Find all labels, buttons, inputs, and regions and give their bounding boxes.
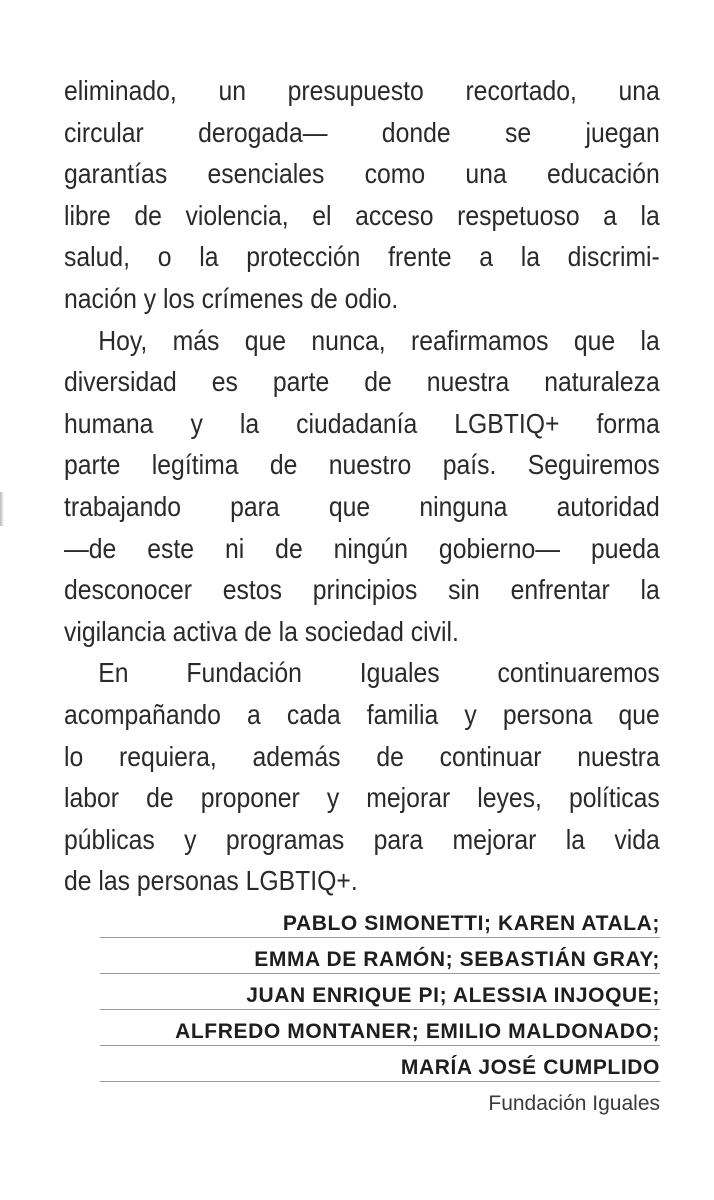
- article-line: vigilancia activa de la sociedad civil.: [64, 615, 459, 647]
- article-line: humana y la ciudadanía LGBTIQ+ forma: [64, 407, 660, 439]
- article-body: [64, 70, 660, 902]
- article-line: parte legítima de nuestro país. Seguiremos: [64, 449, 660, 481]
- signatory-line: MARÍA JOSÉ CUMPLIDO: [100, 1046, 660, 1082]
- article-line: eliminado, un presupuesto recortado, una: [64, 75, 660, 106]
- article-line: diversidad es parte de nuestra naturaleza: [64, 366, 660, 398]
- article-line: trabajando para que ninguna autoridad: [64, 490, 660, 522]
- signatory-line: JUAN ENRIQUE PI; ALESSIA INJOQUE;: [100, 974, 660, 1010]
- article-line: nación y los crímenes de odio.: [64, 282, 399, 314]
- article-line: Hoy, más que nunca, reafirmamos que la: [98, 324, 660, 356]
- article-line: labor de proponer y mejorar leyes, políticas: [64, 782, 660, 814]
- article-line: acompañando a cada familia y persona que: [64, 698, 660, 730]
- signatory-line: EMMA DE RAMÓN; SEBASTIÁN GRAY;: [100, 938, 660, 974]
- article-line: garantías esenciales como una educación: [64, 158, 660, 190]
- organization-name: Fundación Iguales: [488, 1092, 660, 1115]
- article-line: circular derogada— donde se juegan: [64, 116, 660, 148]
- signatory-line: ALFREDO MONTANER; EMILIO MALDONADO;: [100, 1010, 660, 1046]
- signatures-block: [100, 902, 660, 1124]
- article-line: de las personas LGBTIQ+.: [64, 865, 358, 897]
- article-line: libre de violencia, el acceso respetuoso a la: [64, 199, 660, 231]
- page-edge-mark: [0, 492, 4, 526]
- signatory-line: PABLO SIMONETTI; KAREN ATALA;: [100, 902, 660, 938]
- article-line: desconocer estos principios sin enfrentar la: [64, 574, 660, 606]
- article-line: lo requiera, además de continuar nuestra: [64, 740, 660, 772]
- article-line: públicas y programas para mejorar la vida: [64, 823, 660, 855]
- article-line: En Fundación Iguales continuaremos: [98, 657, 660, 689]
- article-line: salud, o la protección frente a la discrimi-: [64, 241, 660, 273]
- article-line: —de este ni de ningún gobierno— pueda: [64, 532, 660, 564]
